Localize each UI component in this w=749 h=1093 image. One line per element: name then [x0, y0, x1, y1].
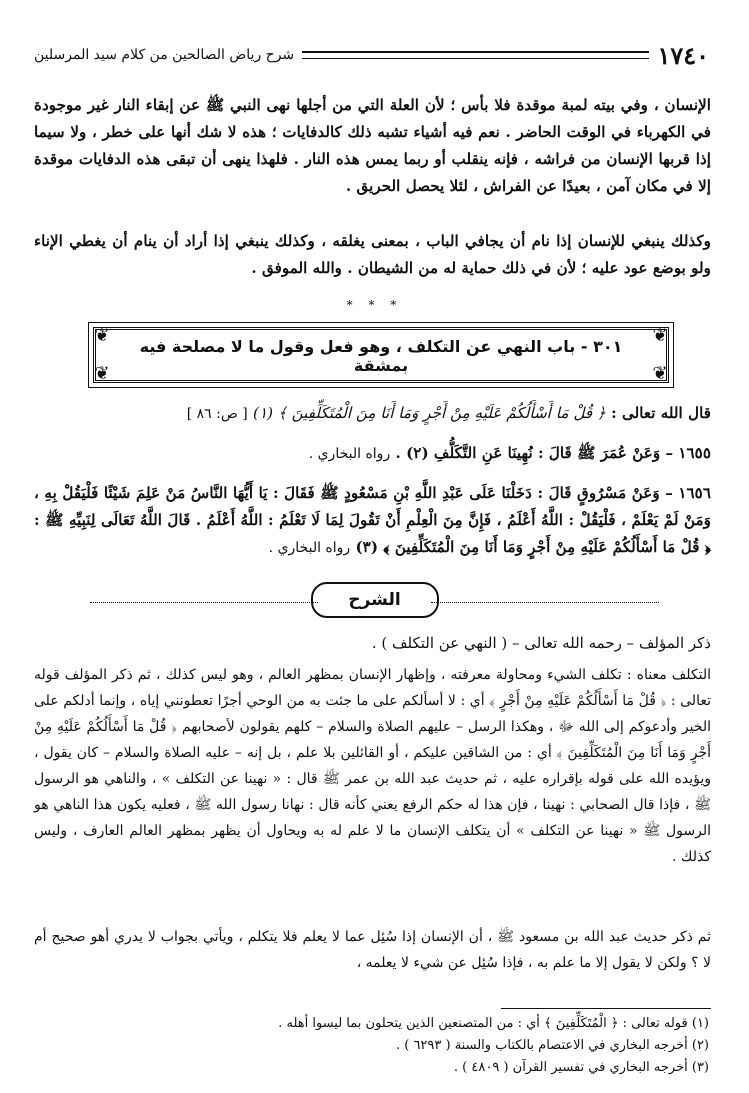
book-title: شرح رياض الصالحين من كلام سيد المرسلين: [34, 47, 295, 63]
intro-paragraph-2: وكذلك ينبغي للإنسان إذا نام أن يجافي الباب ، بمعنى يغلقه ، وكذلك ينبغي إذا أراد أن ينام أن يغطي الإناء ولو بوضع عود عليه ؛ لأن في ذلك حماية له من الشيطان . والله الموفق .: [34, 232, 711, 277]
footnote-3: (٣) أخرجه البخاري في تفسير القرآن ( ٤٨٠٩ ) .: [453, 1060, 709, 1075]
hadith-1655-text: ١٦٥٥ – وَعَنْ عُمَرَ ﷺ قَالَ : نُهِينَا عَنِ التَّكَلُّفِ (٢) .: [395, 444, 711, 462]
corner-ornament-icon: ❦: [94, 325, 110, 346]
dotted-rule: [90, 602, 318, 603]
sharh-label-box: [311, 582, 439, 618]
chapter-title: ٣٠١ - باب النهي عن التكلف ، وهو فعل وقول ما لا مصلحة فيه بمشقة: [139, 337, 623, 375]
section-separator: * * *: [346, 298, 403, 312]
sharh-heading: [90, 580, 659, 624]
sharh-label: الشرح: [348, 590, 401, 610]
hadith-1656: [34, 480, 711, 562]
page-number: ١٧٤٠: [657, 40, 709, 70]
footnote-2: (٢) أخرجه البخاري في الاعتصام بالكتاب والسنة ( ٦٢٩٣ ) .: [395, 1038, 709, 1053]
verse-text: ﴿ قُلْ مَا أَسْأَلُكُمْ عَلَيْهِ مِنْ أَجْرٍ وَمَا أَنَا مِنَ الْمُتَكَلِّفِينَ ﴾ (١): [253, 404, 606, 422]
verse-reference: [ ص: ٨٦ ]: [186, 406, 248, 422]
chapter-title-frame: [88, 322, 674, 388]
commentary-paragraph-1: ذكر المؤلف – رحمه الله تعالى – ( النهي عن التكلف ) .: [371, 634, 711, 652]
hadith-1655-source: رواه البخاري .: [308, 446, 391, 462]
footnote-1: (١) قوله تعالى : ﴿ الْمُتَكَلِّفِينَ ﴾ أي : من المتصنعين الذين يتحلون بما ليسوا أهله .: [278, 1016, 709, 1031]
hadith-1656-source: رواه البخاري .: [268, 540, 351, 556]
running-header: [34, 40, 709, 70]
corner-ornament-icon: ❦: [652, 363, 668, 384]
commentary-paragraph-3: ثم ذكر حديث عبد الله بن مسعود ﷺ ، أن الإنسان إذا سُئِل عما لا يعلم فلا يتكلم ، ويأتي بجواب لا يدري أهو صحيح أم لا ؟ ولكن لا يقول إلا ما علم به ، فإذا سُئِل عن شيء لا يعلمه ،: [34, 929, 711, 971]
intro-paragraph-1: الإنسان ، وفي بيته لمبة موقدة فلا بأس ؛ لأن العلة التي من أجلها نهى النبي ﷺ عن إبقاء النار غير موجودة في الكهرباء في الوقت الحاضر . نعم فيه أشياء تشبه ذلك كالدفايات ؛ هذه لا شك أنها على خطر ، ولا سيما إذا قربها الإنسان من فراشه ، فإنه ينقلب أو ربما يمس هذه النار . فلهذا ينهى أن تبقى هذه الدفايات موقدة إلا في مكان آمن ، بعيدًا عن الفراش ، لئلا يحصل الحريق .: [34, 96, 711, 195]
footnote-rule: [501, 1008, 711, 1009]
commentary-paragraph-2: التكلف معناه : تكلف الشيء ومحاولة معرفته ، وإظهار الإنسان بمظهر العالم ، وهو ليس كذلك ، ثم ذكر المؤلف قوله تعالى : ﴿ قُلْ مَا أَسْأَلُكُمْ عَلَيْهِ مِنْ أَجْرٍ ﴾ أي : لا أسألكم على ما جئت به من الوحي أجرًا تعطونني إياه ، وإنما أدلكم على الخير وأدعوكم إلى الله ﷻ ، وهكذا الرسل – عليهم الصلاة والسلام – كلهم يقولون لأصحابهم ﴿ قُلْ مَا أَسْأَلُكُمْ عَلَيْهِ مِنْ أَجْرٍ وَمَا أَنَا مِنَ الْمُتَكَلِّفِينَ ﴾ أي : من الشاقين عليكم ، أو القائلين بلا علم ، بل إنه – عليه الصلاة والسلام – كان يقول ، ويؤيده الله على قوله بإقراره عليه ، ثم حديث عبد الله بن عمر ﷺ قال : « نهينا عن التكلف » ، والناهي هو الرسول ﷺ ، فإذا قال الصحابي : نهينا ، فإن هذا له حكم الرفع يعني كأنه قال : نهانا رسول الله ﷺ ، فعليه يكون هذا الناهي هو الرسول ﷺ « نهينا عن التكلف » أن يتكلف الإنسان ما لا علم له به ويحاول أن يظهر بمظهر العالم العارف ، وليس كذلك .: [34, 667, 711, 865]
hadith-1656-text: ١٦٥٦ – وَعَنْ مَسْرُوقٍ قَالَ : دَخَلْنَا عَلَى عَبْدِ اللَّهِ بْنِ مَسْعُودٍ ﷺ فَقَالَ : يَا أَيُّهَا النَّاسُ مَنْ عَلِمَ شَيْئًا فَلْيَقُلْ بِهِ ، وَمَنْ لَمْ يَعْلَمْ ، فَلْيَقُلْ : اللَّهُ أَعْلَمُ ، فَإِنَّ مِنَ الْعِلْمِ أَنْ تَقُولَ لِمَا لَا تَعْلَمُ : اللَّهُ أَعْلَمُ . قَالَ اللَّهُ تَعَالَى لِنَبِيِّهِ ﷺ : ﴿ قُلْ مَا أَسْأَلُكُمْ عَلَيْهِ مِنْ أَجْرٍ وَمَا أَنَا مِنَ الْمُتَكَلِّفِينَ ﴾ (٣): [34, 484, 711, 556]
verse-line: [34, 400, 711, 428]
header-rule: [302, 51, 649, 59]
verse-lead: قال الله تعالى :: [611, 404, 711, 422]
dotted-rule: [431, 602, 659, 603]
corner-ornament-icon: ❦: [652, 325, 668, 346]
corner-ornament-icon: ❦: [94, 363, 110, 384]
hadith-1655: [34, 440, 711, 468]
